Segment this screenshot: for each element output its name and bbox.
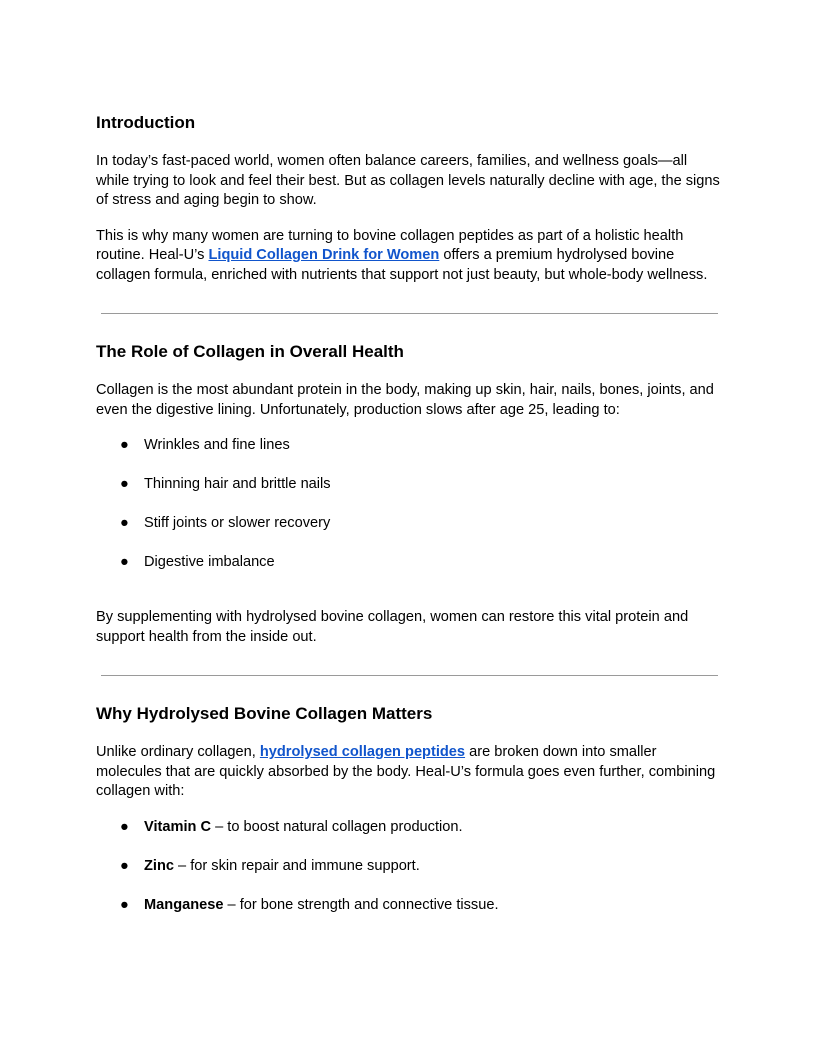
effects-list (96, 436, 724, 573)
list-item-text: Wrinkles and fine lines (144, 437, 290, 453)
intro-paragraph-2 (96, 227, 724, 286)
nutrient-term: Vitamin C (144, 818, 212, 835)
bullet-icon: ● (120, 554, 129, 570)
list-item (96, 818, 724, 838)
list-item-text: Thinning hair and brittle nails (144, 476, 331, 492)
list-item-text: Stiff joints or slower recovery (144, 515, 331, 531)
intro-paragraph-2-text-after: offers a premium hydrolysed bovine collagen formula, enriched with nutrients that support not just beauty, but whole-body wellness. (96, 247, 708, 283)
hydrolysed-peptides-link[interactable]: hydrolysed collagen peptides (259, 744, 466, 760)
list-item (96, 553, 724, 573)
nutrient-term: Zinc (144, 857, 174, 874)
bullet-icon: ● (120, 857, 129, 874)
bullet-icon: ● (120, 818, 129, 835)
bullet-icon: ● (120, 437, 129, 453)
intro-paragraph-2-text-before: This is why many women are turning to bovine collagen peptides as part of a holistic health routine. Heal-U’s (96, 227, 684, 263)
heading-role-of-collagen: The Role of Collagen in Overall Health (96, 342, 404, 361)
nutrients-list (96, 818, 724, 916)
why-paragraph-1-text-after: are broken down into smaller molecules that are quickly absorbed by the body. Heal-U’s formula goes even further, combining collagen with: (96, 744, 716, 799)
bullet-icon: ● (120, 476, 129, 492)
list-item-text: Digestive imbalance (144, 554, 275, 570)
document-page (96, 112, 724, 935)
intro-paragraph-1: In today’s fast-paced world, women often balance careers, families, and wellness goals—all while trying to look and feel their best. But as collagen levels naturally decline with age, the signs of stress and aging begin to show. (96, 153, 720, 208)
nutrient-desc: – to boost natural collagen production. (211, 818, 463, 835)
why-paragraph-1-text-before: Unlike ordinary collagen, (96, 744, 260, 760)
bullet-icon: ● (120, 896, 129, 913)
nutrient-term: Manganese (144, 896, 224, 913)
list-item (96, 514, 724, 534)
nutrient-desc: – for bone strength and connective tissue. (223, 896, 499, 913)
role-paragraph-1: Collagen is the most abundant protein in the body, making up skin, hair, nails, bones, joints, and even the digestive lining. Unfortunately, production slows after age 25, leading to: (96, 382, 714, 418)
list-item (96, 857, 724, 877)
list-item (96, 896, 724, 916)
nutrient-desc: – for skin repair and immune support. (174, 857, 420, 874)
list-item (96, 436, 724, 456)
liquid-collagen-link[interactable]: Liquid Collagen Drink for Women (208, 247, 440, 263)
role-paragraph-2: By supplementing with hydrolysed bovine collagen, women can restore this vital protein and support health from the inside out. (96, 609, 689, 645)
why-paragraph-1 (96, 743, 724, 802)
heading-introduction: Introduction (96, 113, 196, 132)
bullet-icon: ● (120, 515, 129, 531)
list-item (96, 475, 724, 495)
heading-why-hydrolysed: Why Hydrolysed Bovine Collagen Matters (96, 704, 433, 723)
